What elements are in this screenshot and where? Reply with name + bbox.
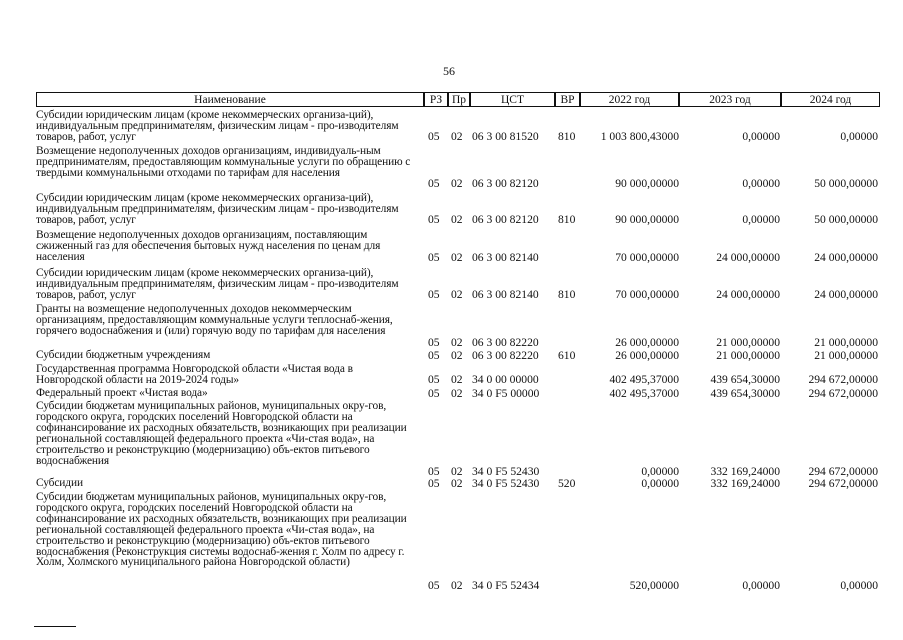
- table-row: [36, 193, 880, 226]
- header-cst: ЦСТ: [470, 92, 555, 107]
- row-name: Возмещение недополученных доходов организациям, поставляющим сжиженный газ для обеспечения бытовых нужд населения по ценам для населения: [36, 229, 381, 263]
- row-cst: 06 3 00 82120: [472, 177, 539, 190]
- row-2023: 0,00000: [742, 579, 780, 592]
- header-pr: Пр: [448, 92, 470, 107]
- row-2023: 21 000,00000: [716, 336, 780, 349]
- row-pr: 02: [451, 387, 463, 400]
- row-rz: 05: [428, 465, 440, 478]
- row-2022: 70 000,00000: [615, 251, 679, 264]
- row-2024: 294 672,00000: [808, 465, 878, 478]
- row-2022: 26 000,00000: [615, 336, 679, 349]
- page-number: 56: [443, 64, 455, 78]
- table-row: [36, 268, 880, 301]
- row-2023: 332 169,24000: [710, 465, 780, 478]
- row-2022: 402 495,37000: [609, 373, 679, 386]
- row-cst: 06 3 00 82220: [472, 349, 539, 362]
- row-vr: 610: [558, 349, 576, 362]
- table-row: [36, 146, 880, 190]
- table-row: [36, 364, 880, 386]
- row-pr: 02: [451, 130, 463, 143]
- table-row: [36, 401, 880, 478]
- row-2023: 332 169,24000: [710, 477, 780, 490]
- table-row: [36, 388, 880, 400]
- row-cst: 06 3 00 82220: [472, 336, 539, 349]
- table-row: [36, 478, 880, 490]
- table-row: [36, 230, 880, 264]
- table-row: [36, 304, 880, 349]
- row-2023: 21 000,00000: [716, 349, 780, 362]
- row-2024: 24 000,00000: [814, 251, 878, 264]
- row-2023: 24 000,00000: [716, 288, 780, 301]
- row-2024: 294 672,00000: [808, 477, 878, 490]
- row-rz: 05: [428, 477, 440, 490]
- header-name: Наименование: [36, 92, 424, 107]
- row-rz: 05: [428, 177, 440, 190]
- row-name: Субсидии юридическим лицам (кроме некоммерческих организа-ций), индивидуальным предпринимателям, физическим лицам - про-изводителям товаров, работ, услуг: [36, 109, 399, 143]
- row-2024: 0,00000: [840, 130, 878, 143]
- row-2023: 24 000,00000: [716, 251, 780, 264]
- row-cst: 06 3 00 82120: [472, 213, 539, 226]
- row-rz: 05: [428, 251, 440, 264]
- row-name: Субсидии юридическим лицам (кроме некоммерческих организа-ций), индивидуальным предпринимателям, физическим лицам - про-изводителям товаров, работ, услуг: [36, 192, 399, 226]
- row-vr: 810: [558, 213, 576, 226]
- row-2022: 26 000,00000: [615, 349, 679, 362]
- row-2023: 0,00000: [742, 130, 780, 143]
- row-cst: 34 0 F5 00000: [472, 387, 540, 400]
- row-vr: 810: [558, 288, 576, 301]
- row-2022: 0,00000: [641, 465, 679, 478]
- row-2024: 294 672,00000: [808, 373, 878, 386]
- row-name: Государственная программа Новгородской области «Чистая вода в Новгородской области на 2019-2024 годы»: [36, 363, 353, 386]
- row-2023: 439 654,30000: [710, 387, 780, 400]
- header-rz: РЗ: [424, 92, 448, 107]
- footnote-divider: [34, 626, 76, 627]
- row-2024: 21 000,00000: [814, 349, 878, 362]
- row-2022: 402 495,37000: [609, 387, 679, 400]
- header-2022: 2022 год: [580, 92, 679, 107]
- row-rz: 05: [428, 336, 440, 349]
- table-row: [36, 110, 880, 143]
- row-rz: 05: [428, 130, 440, 143]
- row-name: Субсидии: [36, 477, 83, 489]
- row-pr: 02: [451, 579, 463, 592]
- row-2024: 24 000,00000: [814, 288, 878, 301]
- row-pr: 02: [451, 349, 463, 362]
- row-cst: 06 3 00 82140: [472, 251, 539, 264]
- header-vr: ВР: [555, 92, 580, 107]
- row-name: Гранты на возмещение недополученных доходов некоммерческим организациям, предоставляющим коммунальные услуги теплоснаб-жения, горячего водоснабжения и (или) горячую воду по тарифам для населения: [36, 303, 393, 337]
- row-2022: 1 003 800,43000: [600, 130, 679, 143]
- row-name: Субсидии бюджетам муниципальных районов, муниципальных окру-гов, городского округа, городских поселений Новгородской области на софинансирование их расходных обязательств, возникающих при реализации региональной составляющей федерального проекта «Чи-стая вода», на строительство и реконструкцию (модернизацию) объ-ектов питьевого водоснабжения: [36, 400, 407, 467]
- row-pr: 02: [451, 251, 463, 264]
- row-cst: 34 0 F5 52430: [472, 465, 540, 478]
- row-pr: 02: [451, 373, 463, 386]
- row-name: Возмещение недополученных доходов организациям, индивидуаль-ным предпринимателям, предоставляющим коммунальные услуги по обращению с твердыми коммунальными отходами по тарифам для населения: [36, 145, 411, 179]
- row-2024: 21 000,00000: [814, 336, 878, 349]
- row-2022: 0,00000: [641, 477, 679, 490]
- row-2024: 294 672,00000: [808, 387, 878, 400]
- row-2022: 520,00000: [629, 579, 679, 592]
- row-rz: 05: [428, 373, 440, 386]
- header-2023: 2023 год: [679, 92, 781, 107]
- row-2024: 0,00000: [840, 579, 878, 592]
- row-pr: 02: [451, 477, 463, 490]
- header-2024: 2024 год: [781, 92, 880, 107]
- table-row: [36, 492, 880, 592]
- row-cst: 06 3 00 82140: [472, 288, 539, 301]
- row-pr: 02: [451, 213, 463, 226]
- row-cst: 34 0 F5 52430: [472, 477, 540, 490]
- row-rz: 05: [428, 387, 440, 400]
- row-cst: 34 0 F5 52434: [472, 579, 540, 592]
- row-2024: 50 000,00000: [814, 177, 878, 190]
- row-rz: 05: [428, 213, 440, 226]
- row-rz: 05: [428, 579, 440, 592]
- table-header: [36, 92, 880, 108]
- row-2023: 0,00000: [742, 213, 780, 226]
- row-pr: 02: [451, 288, 463, 301]
- row-rz: 05: [428, 288, 440, 301]
- row-vr: 810: [558, 130, 576, 143]
- row-vr: 520: [558, 477, 576, 490]
- row-name: Субсидии юридическим лицам (кроме некоммерческих организа-ций), индивидуальным предпринимателям, физическим лицам - про-изводителям товаров, работ, услуг: [36, 267, 399, 301]
- row-2023: 0,00000: [742, 177, 780, 190]
- budget-table: [36, 92, 880, 592]
- row-cst: 34 0 00 00000: [472, 373, 539, 386]
- row-name: Субсидии бюджетам муниципальных районов, муниципальных окру-гов, городского округа, городских поселений Новгородской области на софинансирование их расходных обязательств, возникающих при реализации региональной составляющей федерального проекта «Чи-стая вода», на строительство и реконструкцию (модернизацию) объ-ектов питьевого водоснабжения (Реконструкция системы водоснаб-жения г. Холм по адресу г. Холм, Холмского муниципального района Новгородской области): [36, 491, 407, 569]
- row-pr: 02: [451, 177, 463, 190]
- row-2022: 90 000,00000: [615, 177, 679, 190]
- row-rz: 05: [428, 349, 440, 362]
- row-pr: 02: [451, 336, 463, 349]
- row-cst: 06 3 00 81520: [472, 130, 539, 143]
- row-name: Федеральный проект «Чистая вода»: [36, 387, 208, 399]
- row-2022: 90 000,00000: [615, 213, 679, 226]
- row-name: Субсидии бюджетным учреждениям: [36, 349, 211, 361]
- row-2022: 70 000,00000: [615, 288, 679, 301]
- table-row: [36, 350, 880, 362]
- row-pr: 02: [451, 465, 463, 478]
- row-2023: 439 654,30000: [710, 373, 780, 386]
- row-2024: 50 000,00000: [814, 213, 878, 226]
